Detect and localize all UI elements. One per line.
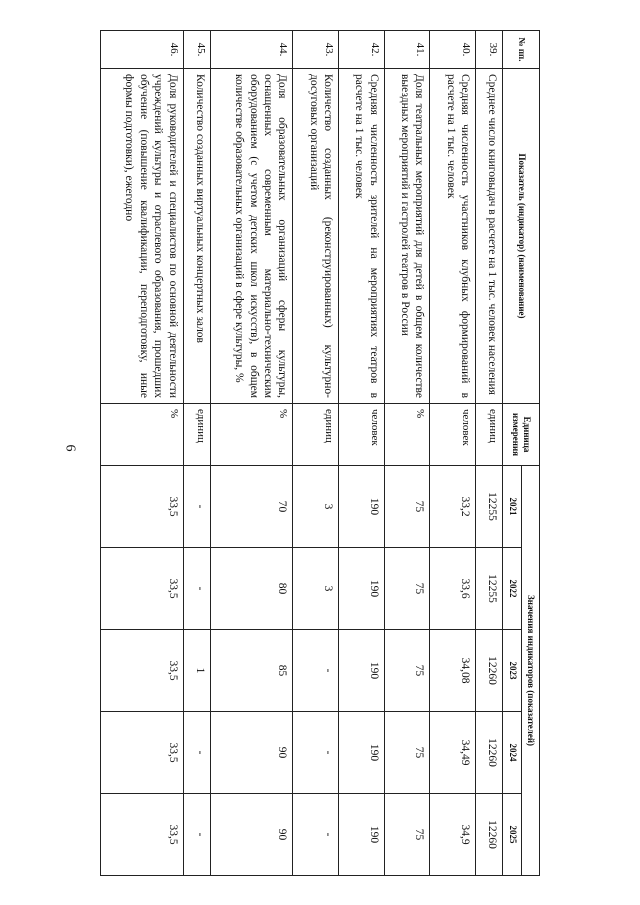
header-name: Показатель (индикатор) (наименование) (503, 69, 540, 404)
indicator-value: 12260 (476, 630, 503, 712)
indicator-value: 85 (210, 630, 292, 712)
indicator-value: 75 (384, 794, 430, 876)
table-row (183, 31, 210, 876)
indicator-value: 75 (384, 630, 430, 712)
header-year: 2024 (503, 712, 521, 794)
unit-of-measure: единиц (293, 404, 339, 466)
indicator-value: 90 (210, 794, 292, 876)
indicator-value: 34,9 (430, 794, 476, 876)
indicator-name: Среднее число книговыдач в расчете на 1 тыс. человек населения (476, 69, 503, 404)
indicator-value: 34,08 (430, 630, 476, 712)
table-body (101, 31, 504, 876)
unit-of-measure: % (101, 404, 184, 466)
indicator-value: - (183, 548, 210, 630)
indicator-name: Доля руководителей и специалистов по основной деятельности учреждений культуры и отраслевого образования, прошедших обучение (повышение квалификации, переподготовку, иные формы подготовки), ежегодно (101, 69, 184, 404)
header-year: 2022 (503, 548, 521, 630)
indicator-value: - (293, 712, 339, 794)
row-number: 39. (476, 31, 503, 69)
indicator-value: 190 (339, 794, 385, 876)
indicator-name: Количество созданных виртуальных концертных залов (183, 69, 210, 404)
indicator-value: 190 (339, 712, 385, 794)
indicator-value: 33,5 (101, 712, 184, 794)
indicator-value: 12260 (476, 712, 503, 794)
row-number: 41. (384, 31, 430, 69)
indicator-value: 3 (293, 466, 339, 548)
table-row (339, 31, 385, 876)
unit-of-measure: человек (339, 404, 385, 466)
indicator-name: Средняя численность зрителей на мероприятиях театров в расчете на 1 тыс. человек (339, 69, 385, 404)
row-number: 42. (339, 31, 385, 69)
indicator-value: 33,6 (430, 548, 476, 630)
table-row (293, 31, 339, 876)
header-num: № пп. (503, 31, 540, 69)
indicator-value: 75 (384, 466, 430, 548)
indicators-table (100, 30, 540, 876)
indicator-name: Средняя численность участников клубных формирований в расчете на 1 тыс. человек (430, 69, 476, 404)
indicator-value: 33,5 (101, 548, 184, 630)
unit-of-measure: единиц (183, 404, 210, 466)
table-row (101, 31, 184, 876)
indicators-table-wrapper (100, 30, 540, 875)
unit-of-measure: % (384, 404, 430, 466)
indicator-value: 3 (293, 548, 339, 630)
row-number: 44. (210, 31, 292, 69)
indicator-name: Количество созданных (реконструированных) культурно-досуговых организаций (293, 69, 339, 404)
row-number: 46. (101, 31, 184, 69)
table-row (430, 31, 476, 876)
unit-of-measure: единиц (476, 404, 503, 466)
indicator-value: - (183, 794, 210, 876)
indicator-value: 33,5 (101, 630, 184, 712)
indicator-value: 190 (339, 466, 385, 548)
indicator-value: - (183, 712, 210, 794)
indicator-name: Доля образовательных организаций сферы культуры, оснащенных современным материально-техническим оборудованием (с учетом детских школ искусств), в общем количестве образовательных организаций в сфере культуры, % (210, 69, 292, 404)
table-row (384, 31, 430, 876)
indicator-value: 12255 (476, 548, 503, 630)
indicator-value: 33,2 (430, 466, 476, 548)
row-number: 43. (293, 31, 339, 69)
indicator-value: - (293, 794, 339, 876)
unit-of-measure: % (210, 404, 292, 466)
header-year: 2023 (503, 630, 521, 712)
indicator-value: 80 (210, 548, 292, 630)
indicator-name: Доля театральных мероприятий для детей в общем количестве выездных мероприятий и гастролей театров в России (384, 69, 430, 404)
header-values: Значения индикаторов (показателей) (521, 466, 539, 876)
row-number: 45. (183, 31, 210, 69)
table-row (210, 31, 292, 876)
indicator-value: 190 (339, 630, 385, 712)
indicator-value: 190 (339, 548, 385, 630)
indicator-value: 34,49 (430, 712, 476, 794)
indicator-value: 33,5 (101, 794, 184, 876)
indicator-value: 75 (384, 712, 430, 794)
header-year: 2021 (503, 466, 521, 548)
row-number: 40. (430, 31, 476, 69)
page-number: 6 (62, 444, 78, 452)
indicator-value: 1 (183, 630, 210, 712)
header-unit: Единица измерения (503, 404, 540, 466)
table-row (476, 31, 503, 876)
indicator-value: - (293, 630, 339, 712)
unit-of-measure: человек (430, 404, 476, 466)
header-row (521, 31, 539, 876)
indicator-value: 70 (210, 466, 292, 548)
indicator-value: - (183, 466, 210, 548)
header-year: 2025 (503, 794, 521, 876)
indicator-value: 90 (210, 712, 292, 794)
indicator-value: 12260 (476, 794, 503, 876)
indicator-value: 12255 (476, 466, 503, 548)
indicator-value: 75 (384, 548, 430, 630)
indicator-value: 33,5 (101, 466, 184, 548)
